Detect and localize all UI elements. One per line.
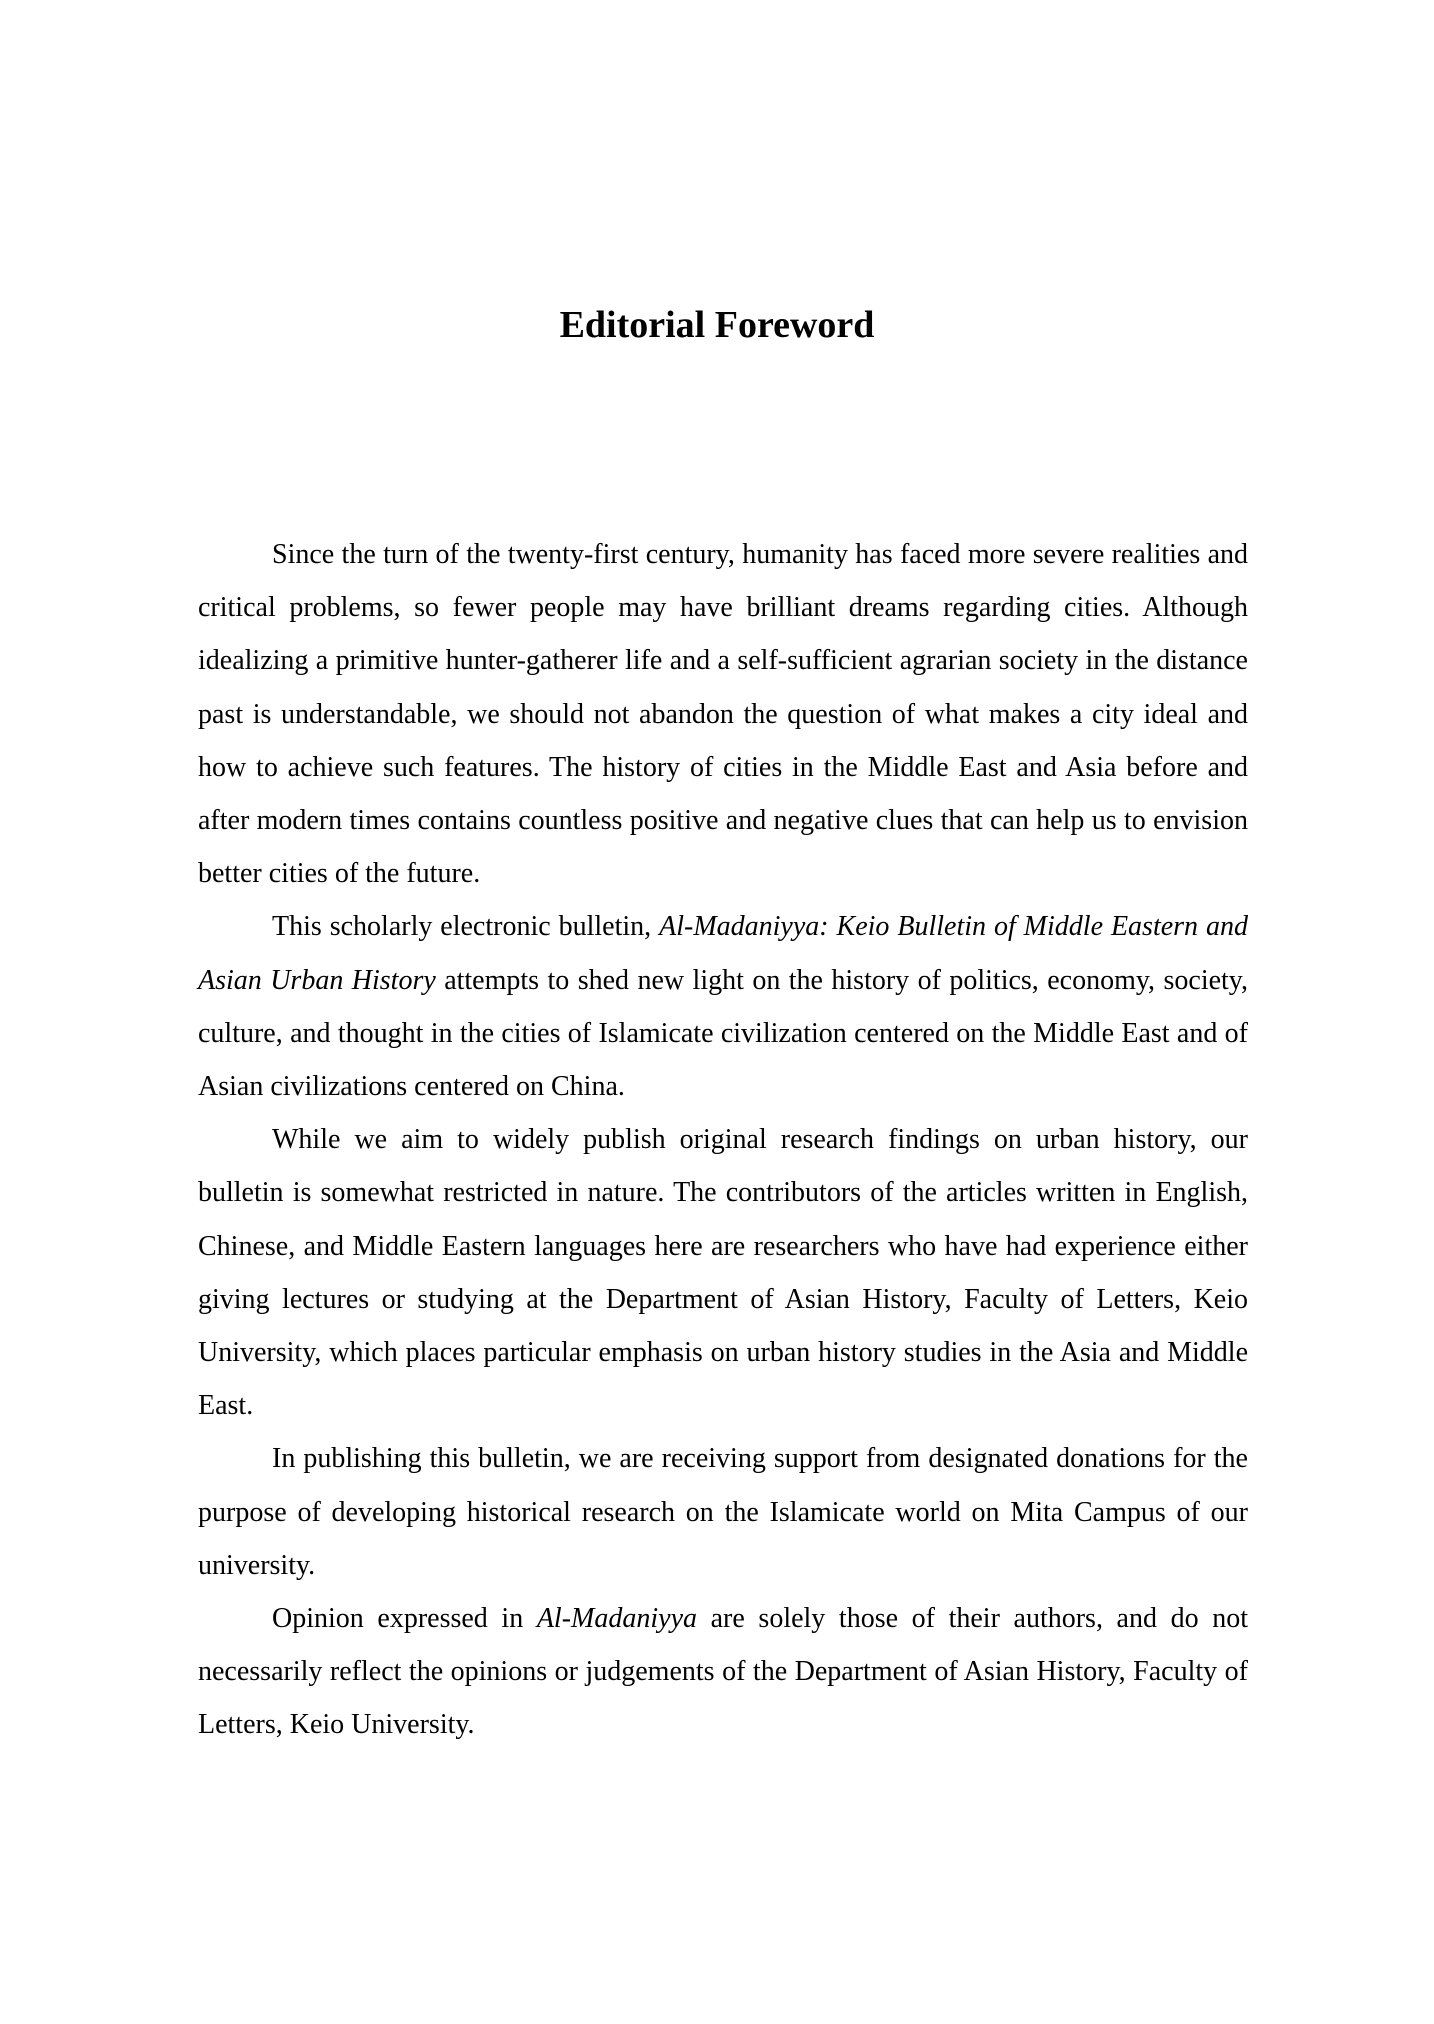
paragraph-text: attempts to shed new light on the history of politics, economy, society, culture, and thought in the cities of Islamicate civilization centered on the Middle East and of Asian civilizations centered on China. — [198, 964, 1248, 1103]
paragraph-text: In publishing this bulletin, we are receiving support from designated donations for the purpose of developing historical research on the Islamicate world on Mita Campus of our university. — [198, 1443, 1248, 1581]
italic-title-text: Al-Madaniyya — [536, 1603, 697, 1635]
paragraph-3 — [198, 1113, 1248, 1432]
paragraph-text: Since the turn of the twenty-first century, humanity has faced more severe realities and critical problems, so fewer people may have brilliant dreams regarding cities. Although idealizing a primitive hunter-gatherer life and a self-sufficient agrarian society in the distance past is understandable, we should not abandon the question of what makes a city ideal and how to achieve such features. The history of cities in the Middle East and Asia before and after modern times contains countless positive and negative clues that can help us to envision better cities of the future. — [198, 539, 1248, 890]
paragraph-text: Opinion expressed in — [272, 1603, 537, 1635]
paragraph-5 — [198, 1592, 1248, 1752]
paragraph-text: This scholarly electronic bulletin, — [272, 911, 660, 943]
paragraph-text: are solely those of their authors, and do not necessarily reflect the opinions or judgements of the Department of Asian History, Faculty of Letters, Keio University. — [198, 1603, 1249, 1741]
paragraph-4 — [198, 1432, 1248, 1592]
paragraph-text: While we aim to widely publish original research findings on urban history, our bulletin is somewhat restricted in nature. The contributors of the articles written in English, Chinese, and Middle Eastern languages here are researchers who have had experience either giving lectures or studying at the Department of Asian History, Faculty of Letters, Keio University, which places particular emphasis on urban history studies in the Asia and Middle East. — [198, 1124, 1248, 1422]
page-title: Editorial Foreword — [559, 304, 875, 346]
italic-title-text: Al-Madaniyya: Keio Bulletin of Middle Eastern and Asian Urban History — [198, 911, 1248, 996]
paragraph-1 — [198, 528, 1248, 900]
foreword-body — [198, 528, 1248, 1752]
paragraph-2 — [198, 900, 1248, 1113]
